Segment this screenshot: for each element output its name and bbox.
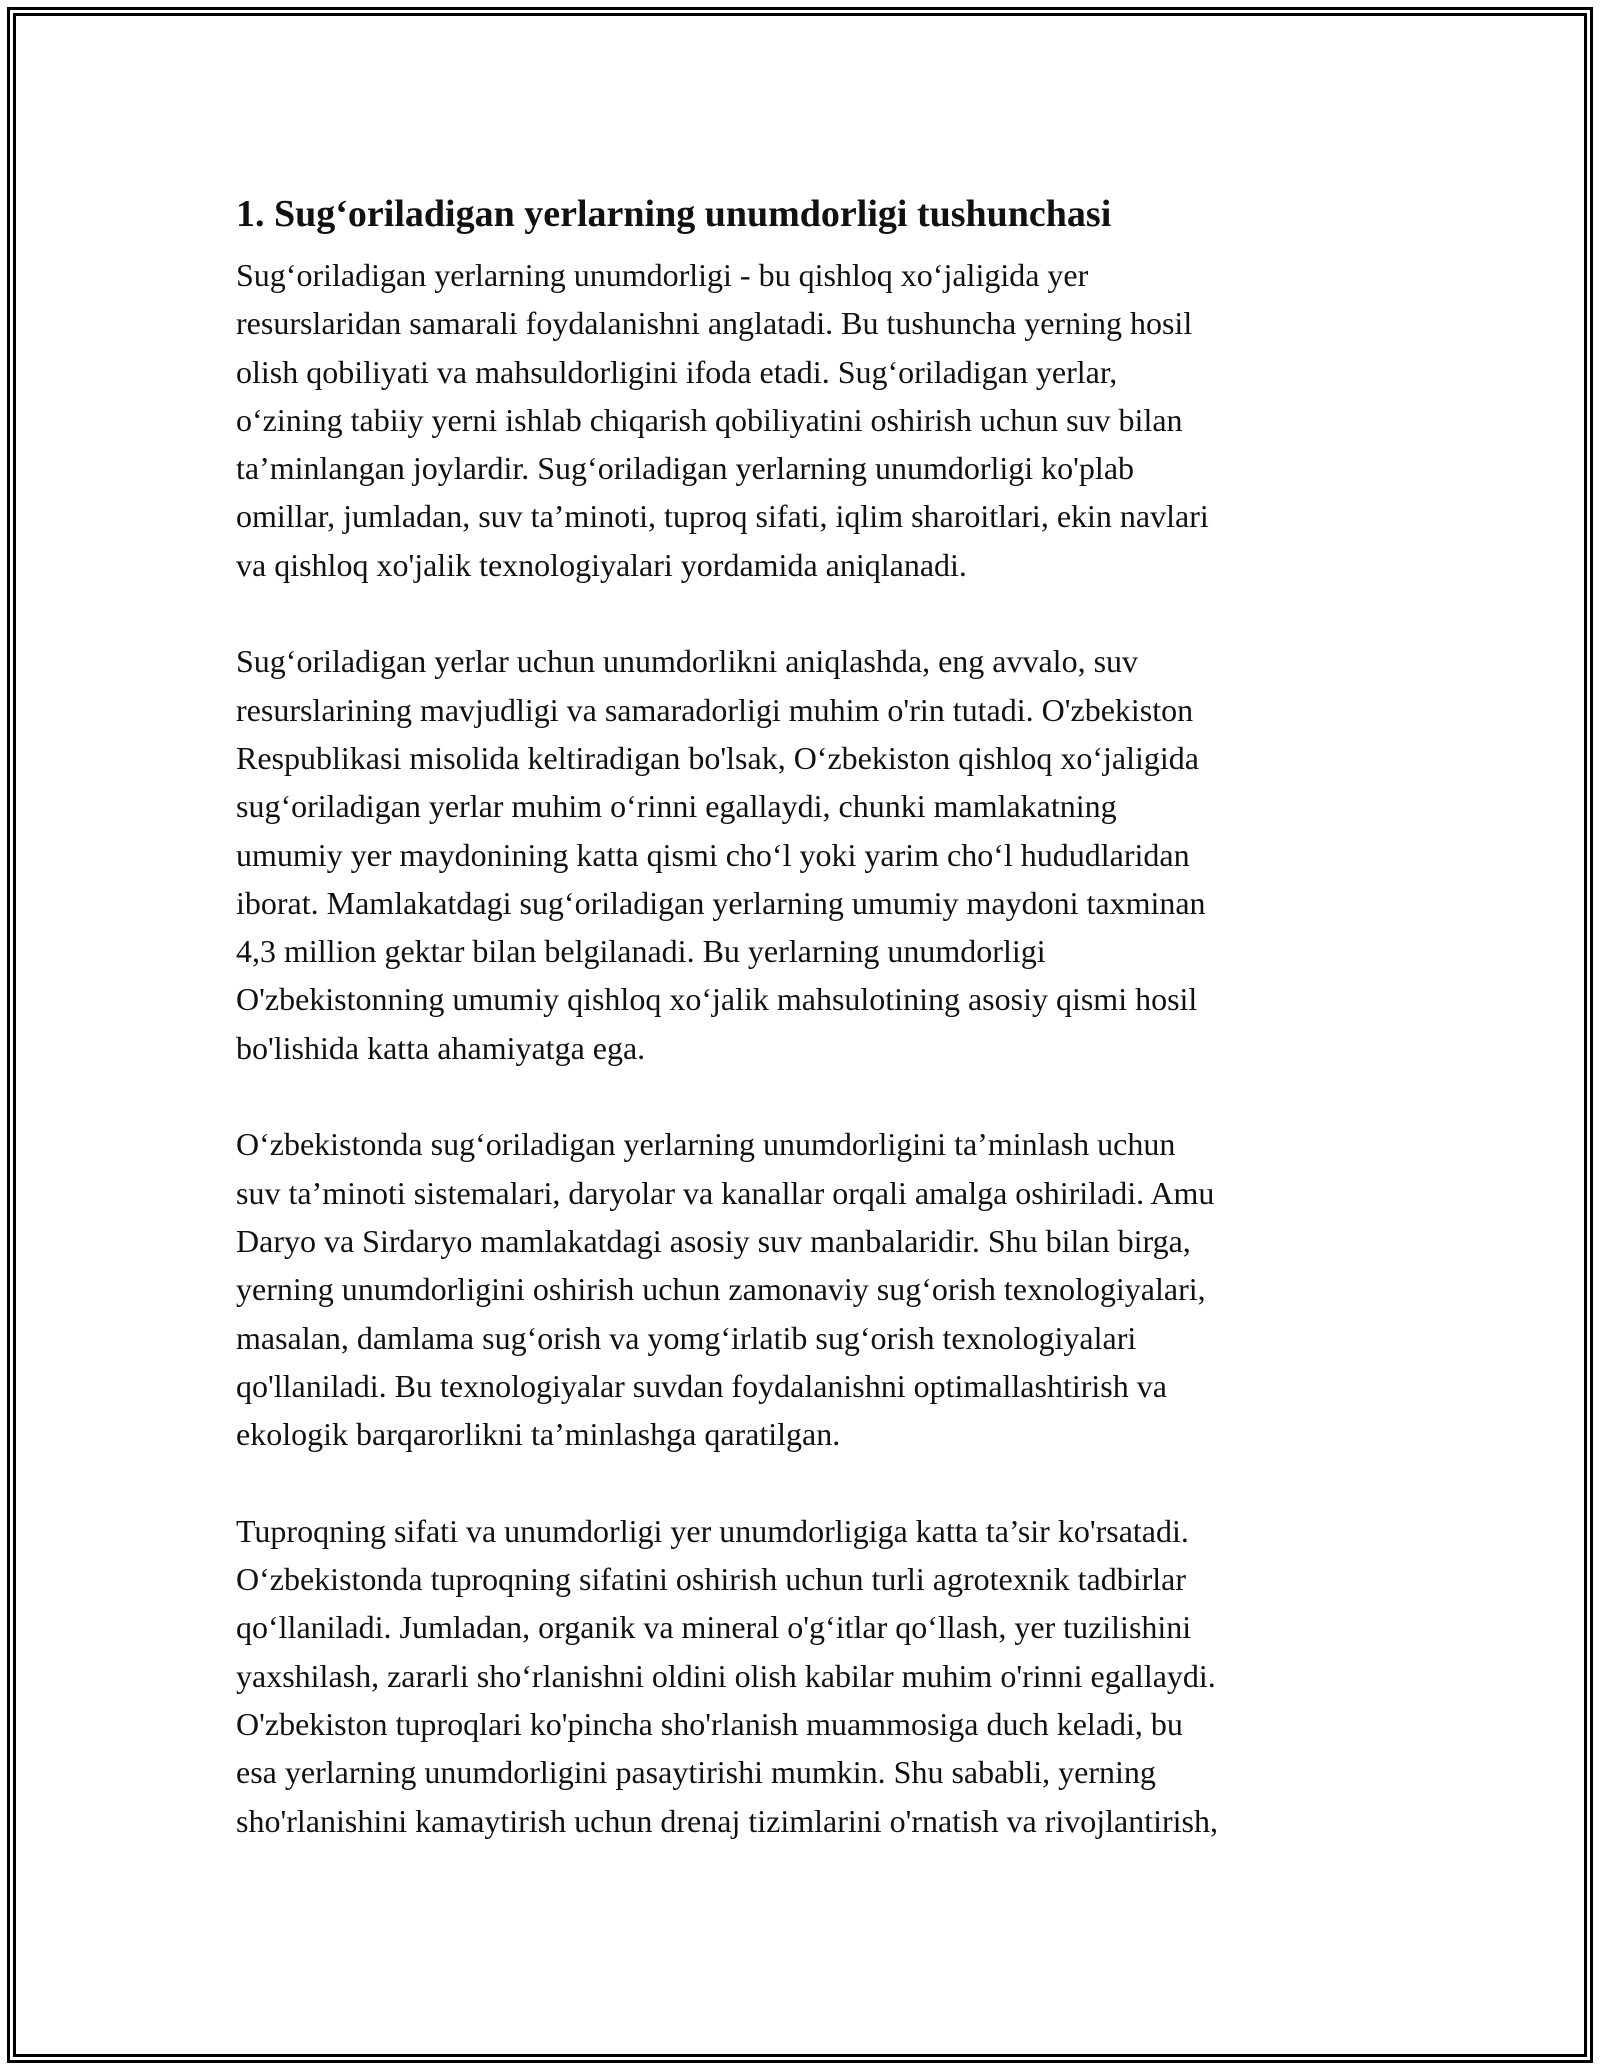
- text-line: qo‘llaniladi. Jumladan, organik va mineral o'g‘itlar qo‘llash, yer tuzilishini: [236, 1609, 1192, 1646]
- text-line: o‘zining tabiiy yerni ishlab chiqarish qobiliyatini oshirish uchun suv bilan: [236, 401, 1183, 438]
- text-line: O‘zbekistonda tuproqning sifatini oshirish uchun turli agrotexnik tadbirlar: [236, 1561, 1187, 1598]
- paragraph-4: [236, 1507, 1376, 1845]
- text-line: esa yerlarning unumdorligini pasaytirishi mumkin. Shu sababli, yerning: [236, 1754, 1156, 1791]
- text-line: va qishloq xo'jalik texnologiyalari yordamida aniqlanadi.: [236, 546, 967, 583]
- text-line: O‘zbekistonda sug‘oriladigan yerlarning unumdorligini ta’minlash uchun: [236, 1126, 1176, 1163]
- text-line: umumiy yer maydonining katta qismi cho‘l yoki yarim cho‘l hududlaridan: [236, 836, 1190, 873]
- text-line: Respublikasi misolida keltiradigan bo'lsak, O‘zbekiston qishloq xo‘jaligida: [236, 739, 1199, 776]
- text-line: ta’minlangan joylardir. Sug‘oriladigan yerlarning unumdorligi ko'plab: [236, 450, 1135, 487]
- text-line: O'zbekistonning umumiy qishloq xo‘jalik mahsulotining asosiy qismi hosil: [236, 981, 1198, 1018]
- text-line: yaxshilash, zararli sho‘rlanishni oldini olish kabilar muhim o'rinni egallaydi.: [236, 1657, 1216, 1694]
- text-line: masalan, damlama sug‘orish va yomg‘irlatib sug‘orish texnologiyalari: [236, 1319, 1137, 1356]
- text-line: Sug‘oriladigan yerlarning unumdorligi - bu qishloq xo‘jaligida yer: [236, 257, 1089, 293]
- text-line: resurslarining mavjudligi va samaradorligi muhim o'rin tutadi. O'zbekiston: [236, 691, 1194, 728]
- text-line: yerning unumdorligini oshirish uchun zamonaviy sug‘orish texnologiyalari,: [236, 1271, 1206, 1308]
- text-line: Daryo va Sirdaryo mamlakatdagi asosiy suv manbalaridir. Shu bilan birga,: [236, 1222, 1191, 1259]
- text-line: O'zbekiston tuproqlari ko'pincha sho'rlanish muammosiga duch keladi, bu: [236, 1705, 1183, 1742]
- text-line: Sug‘oriladigan yerlar uchun unumdorlikni aniqlashda, eng avvalo, suv: [236, 643, 1139, 680]
- text-line: sug‘oriladigan yerlar muhim o‘rinni egallaydi, chunki mamlakatning: [236, 788, 1117, 825]
- paragraph-2: [236, 637, 1376, 1072]
- text-line: Tuproqning sifati va unumdorligi yer unumdorligiga katta ta’sir ko'rsatadi.: [236, 1512, 1189, 1549]
- section-heading: 1. Sug‘oriladigan yerlarning unumdorligi tushunchasi: [236, 193, 1112, 235]
- text-line: resurslaridan samarali foydalanishni anglatadi. Bu tushuncha yerning hosil: [236, 305, 1193, 342]
- text-line: ekologik barqarorlikni ta’minlashga qaratilgan.: [236, 1416, 841, 1453]
- text-line: sho'rlanishini kamaytirish uchun drenaj tizimlarini o'rnatish va rivojlantirish,: [236, 1802, 1218, 1839]
- text-line: olish qobiliyati va mahsuldorligini ifoda etadi. Sug‘oriladigan yerlar,: [236, 353, 1118, 390]
- text-line: 4,3 million gektar bilan belgilanadi. Bu yerlarning unumdorligi: [236, 933, 1046, 970]
- text-line: iborat. Mamlakatdagi sug‘oriladigan yerlarning umumiy maydoni taxminan: [236, 884, 1206, 921]
- paragraph-1: [236, 251, 1376, 589]
- text-line: omillar, jumladan, suv ta’minoti, tuproq sifati, iqlim sharoitlari, ekin navlari: [236, 498, 1209, 535]
- paragraph-3: [236, 1120, 1376, 1458]
- text-line: qo'llaniladi. Bu texnologiyalar suvdan foydalanishni optimallashtirish va: [236, 1367, 1167, 1404]
- document-body: [236, 185, 1376, 1893]
- text-line: bo'lishida katta ahamiyatga ega.: [236, 1029, 646, 1066]
- text-line: suv ta’minoti sistemalari, daryolar va kanallar orqali amalga oshiriladi. Amu: [236, 1174, 1215, 1211]
